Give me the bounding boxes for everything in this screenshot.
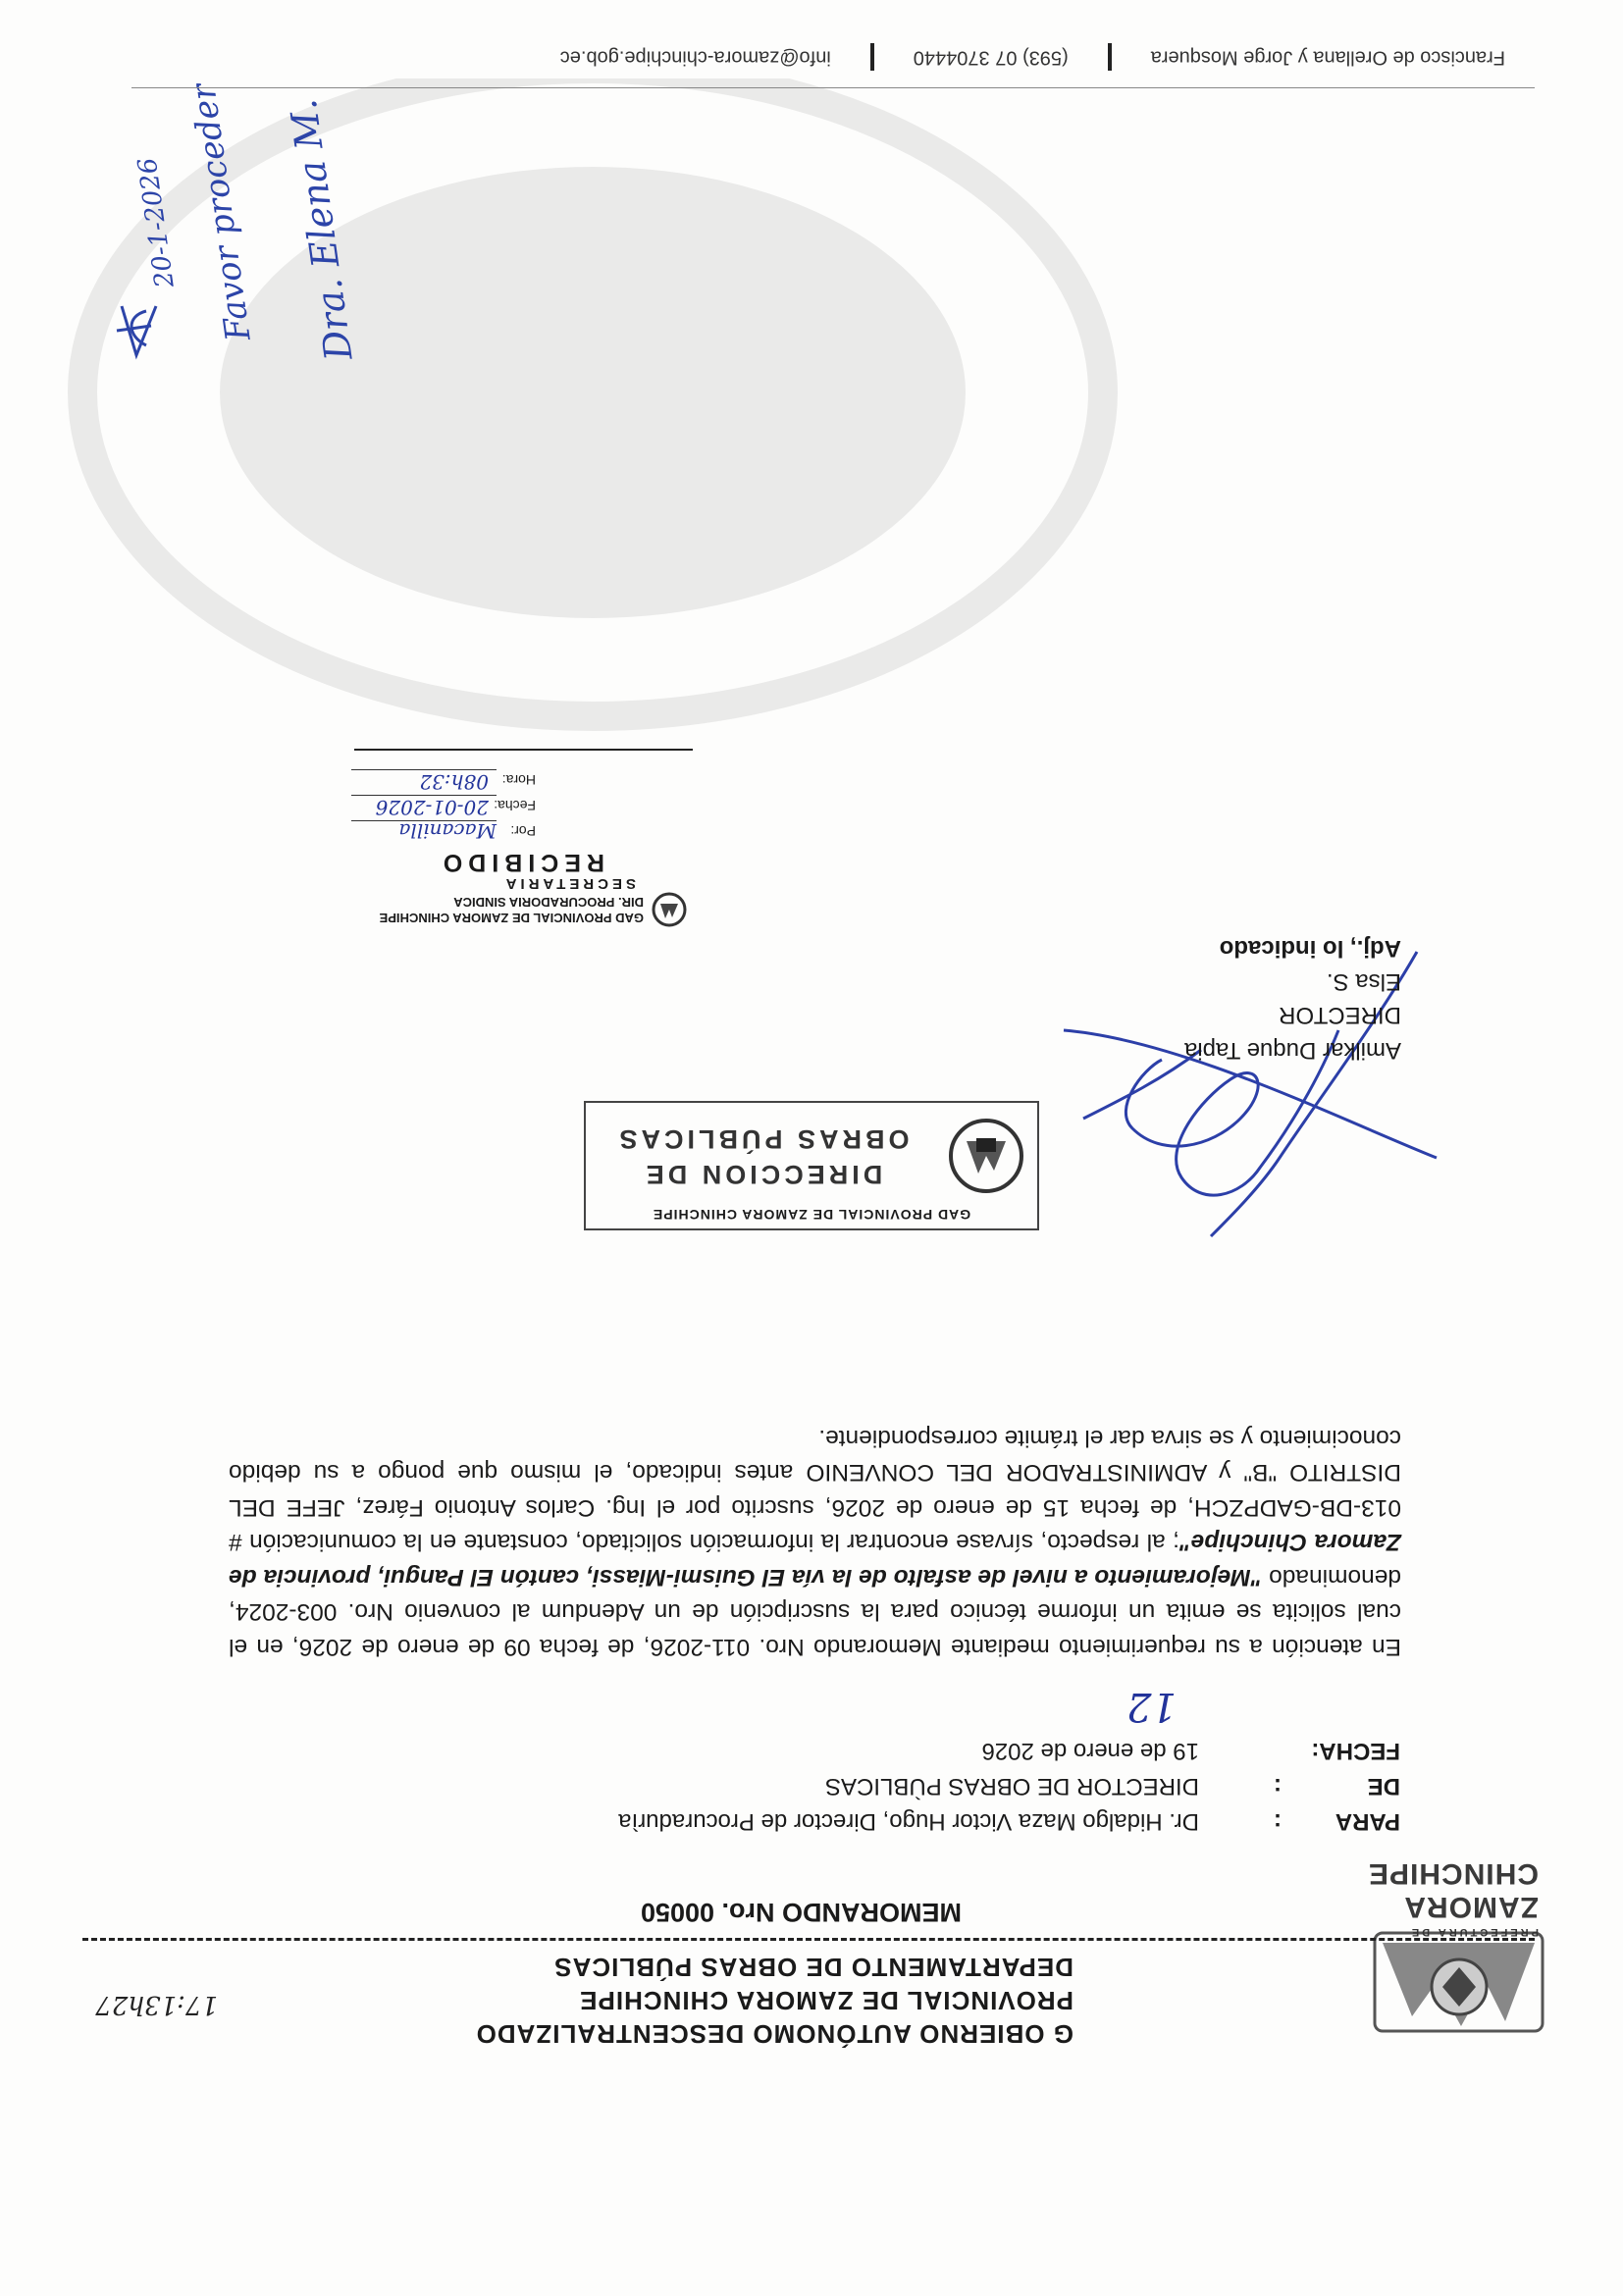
footer-separator bbox=[870, 43, 874, 71]
footer-divider bbox=[131, 87, 1535, 88]
header-divider bbox=[82, 1938, 1535, 1941]
stamp-obras-line2: OBRAS PÚBLICAS bbox=[615, 1124, 910, 1154]
de-label: DE bbox=[1367, 1773, 1400, 1800]
gad-seal-icon bbox=[947, 1117, 1025, 1195]
signer-role: DIRECTOR bbox=[1279, 1002, 1401, 1028]
fecha-label: FECHA: bbox=[1311, 1738, 1400, 1764]
logo-text-chinchipe: CHINCHIPE bbox=[1367, 1857, 1539, 1890]
stamp-obras-header: GAD PROVINCIAL DE ZAMORA CHINCHIPE bbox=[652, 1207, 971, 1223]
received-fecha-label: Fecha: bbox=[494, 798, 536, 813]
footer-contact bbox=[82, 43, 1505, 71]
typist-initials: Elsa S. bbox=[1326, 968, 1401, 995]
stamp-obras-publicas bbox=[584, 1101, 1039, 1230]
logo-prefix: PREFECTURA DE bbox=[1408, 1926, 1539, 1938]
received-line4: RECIBIDO bbox=[437, 849, 604, 876]
received-por-label: Por: bbox=[510, 823, 536, 839]
attachment-note: Adj., lo indicado bbox=[1219, 935, 1401, 962]
received-line1: GAD PROVINCIAL DE ZAMORA CHINCHIPE bbox=[379, 911, 644, 925]
received-line3: SECRETARIA bbox=[501, 875, 636, 892]
header-institution-line1: G OBIERNO AUTÓNOMO DESCENTRALIZADO bbox=[475, 2019, 1073, 2049]
para-colon: : bbox=[1274, 1808, 1282, 1835]
fecha-value: 19 de enero de 2026 bbox=[981, 1738, 1199, 1764]
received-por-value: Macanilla bbox=[398, 819, 497, 843]
gad-seal-small-icon bbox=[652, 892, 687, 927]
handwritten-note-line1: Dra. Elena M. bbox=[281, 96, 361, 363]
header-department: DEPARTAMENTO DE OBRAS PÚBLICAS bbox=[553, 1953, 1073, 1982]
handwritten-note-line3: 20-1-2026 bbox=[132, 155, 181, 289]
stamp-obras-line1: DIRECCION DE bbox=[642, 1160, 883, 1189]
received-line2: DIR. PROCURADORIA SINDICA bbox=[453, 895, 644, 910]
fecha-handwritten-correction: 12 bbox=[1126, 1684, 1177, 1729]
para-label: PARA bbox=[1335, 1808, 1400, 1835]
body-project-name: "Mejoramiento a nivel de asfalto de la vía El Guismi-Miassi, cantón El Pangui, provincia de Zamora Chinchipe" bbox=[229, 1529, 1401, 1591]
prefectura-logo-icon bbox=[1373, 1928, 1544, 2041]
logo-text-zamora: ZAMORA bbox=[1403, 1891, 1539, 1923]
received-baseline bbox=[354, 749, 693, 751]
footer-email: info@zamora-chinchipe.gob.ec bbox=[559, 46, 831, 69]
stamp-received bbox=[354, 746, 693, 937]
handwritten-note-line2: Favor proceder bbox=[183, 80, 259, 343]
memo-title: MEMORANDO Nro. 00050 bbox=[640, 1898, 962, 1927]
footer-address: Francisco de Orellana y Jorge Mosquera bbox=[1150, 46, 1505, 69]
para-value: Dr. Hidalgo Maza Victor Hugo, Director de Procuradurìa bbox=[618, 1808, 1199, 1835]
handwritten-initial-mark bbox=[107, 296, 166, 365]
body-part2: ; al respecto, sírvase encontrar la información solicitado, constante en la comunicación # 013-DB-GADPZCH, de fecha 15 de enero de 2026, suscrito por el Ing. Carlos Antonio Fárez, JEFE DEL DISTRITO "B" y ADMINISTRADOR DEL CONVENIO antes indicado, el mismo que pongo a su debido conocimiento y se sirva dar el trámite correspondiente. bbox=[229, 1425, 1401, 1556]
header-handwritten-reference: 17:13h27 bbox=[95, 1990, 218, 2019]
memo-body bbox=[229, 1421, 1401, 1665]
footer-separator bbox=[1108, 43, 1112, 71]
received-fecha-value: 20-01-2026 bbox=[375, 796, 489, 819]
received-hora-label: Hora: bbox=[501, 772, 536, 788]
footer-phone: (593) 07 3704440 bbox=[913, 46, 1069, 69]
body-part1: En atención a su requerimiento mediante Memorando Nro. 011-2026, de fecha 09 de enero de 2026, en el cual solicita se emita un informe técnico para la suscripción de un Adendum al convenio Nro. 003-2024, denominado bbox=[229, 1564, 1401, 1660]
received-hora-value: 08h:32 bbox=[419, 770, 489, 794]
de-colon: : bbox=[1274, 1773, 1282, 1800]
de-value: DIRECTOR DE OBRAS PÙBLICAS bbox=[825, 1773, 1199, 1800]
signer-name: Amilkar Duque Tapia bbox=[1183, 1037, 1401, 1064]
header-institution-line2: PROVINCIAL DE ZAMORA CHINCHIPE bbox=[579, 1986, 1073, 2015]
